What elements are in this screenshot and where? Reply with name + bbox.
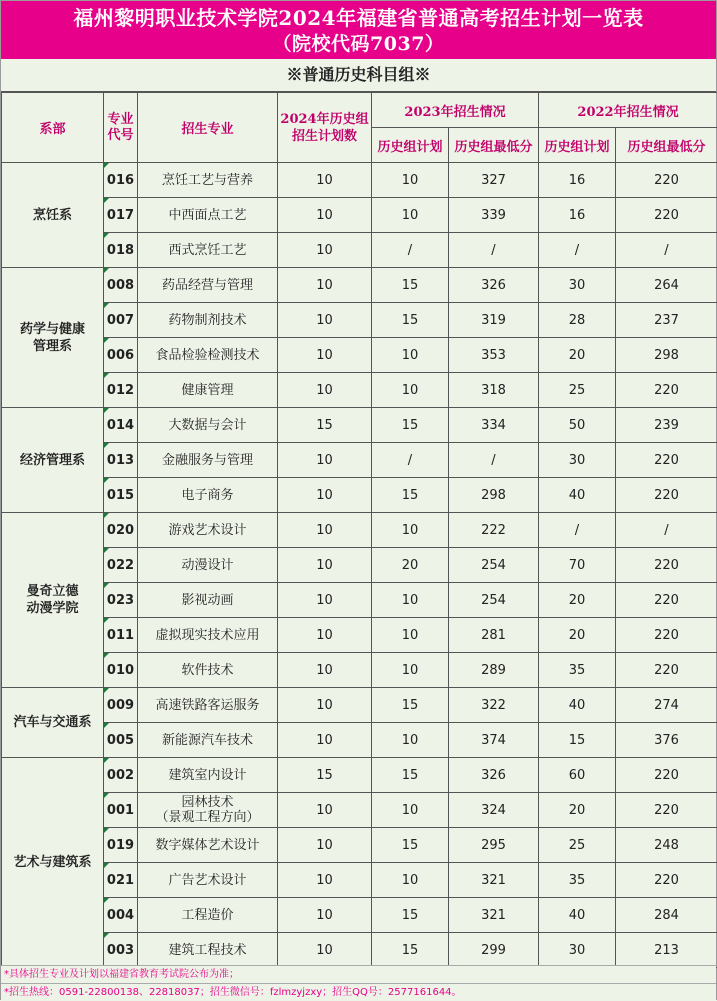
table-row: [2, 268, 717, 303]
major-cell: 烹饪工艺与营养: [138, 163, 278, 198]
plan-2024-cell: 10: [278, 233, 372, 268]
major-cell: 虚拟现实技术应用: [138, 618, 278, 653]
min-score-2023-cell: 374: [449, 723, 539, 758]
min-score-2022-cell: 220: [616, 618, 717, 653]
plan-2022-cell: 35: [539, 653, 616, 688]
min-score-2022-cell: 284: [616, 898, 717, 933]
major-cell: 动漫设计: [138, 548, 278, 583]
min-score-2022-cell: /: [616, 233, 717, 268]
plan-2024-cell: 10: [278, 653, 372, 688]
min-score-2022-cell: 237: [616, 303, 717, 338]
header-code: 专业代号: [104, 93, 138, 163]
plan-2024-cell: 10: [278, 548, 372, 583]
plan-2024-cell: 10: [278, 898, 372, 933]
major-cell: 数字媒体艺术设计: [138, 828, 278, 863]
plan-2023-cell: 15: [372, 828, 449, 863]
major-cell: 工程造价: [138, 898, 278, 933]
plan-2022-cell: 30: [539, 443, 616, 478]
min-score-2023-cell: /: [449, 233, 539, 268]
code-cell: 020: [104, 513, 138, 548]
table-row: [2, 688, 717, 723]
plan-2024-cell: 10: [278, 933, 372, 968]
min-score-2022-cell: 220: [616, 863, 717, 898]
plan-2023-cell: /: [372, 443, 449, 478]
header-2023-plan: 历史组计划: [372, 128, 449, 163]
min-score-2023-cell: 319: [449, 303, 539, 338]
dept-cell: 烹饪系: [2, 163, 104, 268]
major-cell: 食品检验检测技术: [138, 338, 278, 373]
code-cell: 019: [104, 828, 138, 863]
plan-2024-cell: 10: [278, 338, 372, 373]
code-cell: 008: [104, 268, 138, 303]
major-cell: 建筑工程技术: [138, 933, 278, 968]
plan-2024-cell: 10: [278, 303, 372, 338]
min-score-2023-cell: 318: [449, 373, 539, 408]
code-cell: 017: [104, 198, 138, 233]
header-2022: 2022年招生情况: [539, 93, 717, 128]
plan-2023-cell: 10: [372, 373, 449, 408]
min-score-2022-cell: 248: [616, 828, 717, 863]
plan-2022-cell: 20: [539, 793, 616, 828]
major-cell: 药品经营与管理: [138, 268, 278, 303]
table-row: [2, 653, 717, 688]
major-cell: 金融服务与管理: [138, 443, 278, 478]
plan-2024-cell: 10: [278, 268, 372, 303]
code-cell: 001: [104, 793, 138, 828]
plan-2023-cell: 10: [372, 583, 449, 618]
min-score-2022-cell: 298: [616, 338, 717, 373]
code-cell: 022: [104, 548, 138, 583]
min-score-2022-cell: /: [616, 513, 717, 548]
code-cell: 021: [104, 863, 138, 898]
table-row: [2, 303, 717, 338]
min-score-2022-cell: 274: [616, 688, 717, 723]
min-score-2023-cell: 299: [449, 933, 539, 968]
major-cell: 健康管理: [138, 373, 278, 408]
code-cell: 009: [104, 688, 138, 723]
min-score-2022-cell: 220: [616, 163, 717, 198]
plan-2022-cell: 40: [539, 898, 616, 933]
code-cell: 014: [104, 408, 138, 443]
major-cell: 软件技术: [138, 653, 278, 688]
plan-2024-cell: 10: [278, 828, 372, 863]
min-score-2023-cell: 322: [449, 688, 539, 723]
page-title: 福州黎明职业技术学院2024年福建省普通高考招生计划一览表: [1, 1, 716, 31]
code-cell: 007: [104, 303, 138, 338]
plan-2022-cell: 20: [539, 338, 616, 373]
dept-cell: 药学与健康 管理系: [2, 268, 104, 408]
min-score-2022-cell: 220: [616, 443, 717, 478]
table-body: [2, 163, 717, 968]
min-score-2023-cell: 289: [449, 653, 539, 688]
plan-2024-cell: 10: [278, 863, 372, 898]
plan-2022-cell: 25: [539, 828, 616, 863]
plan-2023-cell: 10: [372, 338, 449, 373]
table-row: [2, 478, 717, 513]
plan-2023-cell: /: [372, 233, 449, 268]
plan-2023-cell: 10: [372, 198, 449, 233]
table-row: [2, 548, 717, 583]
major-cell: 西式烹饪工艺: [138, 233, 278, 268]
plan-2023-cell: 10: [372, 723, 449, 758]
table-row: [2, 408, 717, 443]
plan-2022-cell: 30: [539, 268, 616, 303]
min-score-2023-cell: 324: [449, 793, 539, 828]
plan-2023-cell: 15: [372, 478, 449, 513]
plan-2024-cell: 10: [278, 443, 372, 478]
min-score-2023-cell: 327: [449, 163, 539, 198]
table-row: [2, 373, 717, 408]
plan-2023-cell: 10: [372, 513, 449, 548]
plan-2023-cell: 10: [372, 618, 449, 653]
min-score-2022-cell: 220: [616, 198, 717, 233]
table-row: [2, 443, 717, 478]
section-title: ※普通历史科目组※: [1, 59, 716, 92]
plan-2024-cell: 10: [278, 163, 372, 198]
plan-2022-cell: 20: [539, 583, 616, 618]
min-score-2022-cell: 220: [616, 478, 717, 513]
min-score-2023-cell: 254: [449, 548, 539, 583]
plan-2022-cell: 40: [539, 688, 616, 723]
code-cell: 023: [104, 583, 138, 618]
header-2023-min: 历史组最低分: [449, 128, 539, 163]
plan-2023-cell: 10: [372, 653, 449, 688]
table-row: [2, 618, 717, 653]
min-score-2022-cell: 264: [616, 268, 717, 303]
code-cell: 003: [104, 933, 138, 968]
plan-2023-cell: 10: [372, 163, 449, 198]
plan-2023-cell: 20: [372, 548, 449, 583]
code-cell: 005: [104, 723, 138, 758]
header-2023: 2023年招生情况: [372, 93, 539, 128]
min-score-2023-cell: 326: [449, 758, 539, 793]
plan-2024-cell: 10: [278, 793, 372, 828]
code-cell: 011: [104, 618, 138, 653]
plan-2024-cell: 10: [278, 618, 372, 653]
header-major: 招生专业: [138, 93, 278, 163]
min-score-2023-cell: 321: [449, 863, 539, 898]
plan-2022-cell: 40: [539, 478, 616, 513]
major-cell: 园林技术 （景观工程方向）: [138, 793, 278, 828]
table-row: [2, 933, 717, 968]
plan-2023-cell: 15: [372, 933, 449, 968]
footer: [1, 965, 716, 1001]
table-row: [2, 863, 717, 898]
plan-2022-cell: 20: [539, 618, 616, 653]
plan-2022-cell: 25: [539, 373, 616, 408]
min-score-2023-cell: /: [449, 443, 539, 478]
table-row: [2, 898, 717, 933]
min-score-2022-cell: 220: [616, 653, 717, 688]
major-cell: 影视动画: [138, 583, 278, 618]
table-row: [2, 828, 717, 863]
table-row: [2, 758, 717, 793]
plan-table: [1, 92, 717, 968]
code-cell: 018: [104, 233, 138, 268]
title-banner: [1, 1, 716, 59]
major-cell: 游戏艺术设计: [138, 513, 278, 548]
min-score-2022-cell: 220: [616, 758, 717, 793]
min-score-2023-cell: 222: [449, 513, 539, 548]
plan-2022-cell: 15: [539, 723, 616, 758]
table-row: [2, 513, 717, 548]
code-cell: 013: [104, 443, 138, 478]
plan-2022-cell: 60: [539, 758, 616, 793]
dept-cell: 汽车与交通系: [2, 688, 104, 758]
table-row: [2, 723, 717, 758]
major-cell: 新能源汽车技术: [138, 723, 278, 758]
min-score-2023-cell: 326: [449, 268, 539, 303]
school-code-subtitle: （院校代码7037）: [1, 31, 716, 57]
major-cell: 广告艺术设计: [138, 863, 278, 898]
plan-2024-cell: 10: [278, 478, 372, 513]
table-row: [2, 233, 717, 268]
footer-note: *具体招生专业及计划以福建省教育考试院公布为准；: [1, 965, 716, 983]
plan-2023-cell: 15: [372, 688, 449, 723]
min-score-2022-cell: 213: [616, 933, 717, 968]
min-score-2023-cell: 298: [449, 478, 539, 513]
plan-2023-cell: 15: [372, 758, 449, 793]
footer-contact: *招生热线：0591-22800138、22818037；招生微信号：fzlmzyjzxy；招生QQ号：2577161644。: [1, 983, 716, 1001]
plan-2022-cell: 30: [539, 933, 616, 968]
code-cell: 012: [104, 373, 138, 408]
plan-2023-cell: 10: [372, 863, 449, 898]
min-score-2023-cell: 281: [449, 618, 539, 653]
min-score-2023-cell: 353: [449, 338, 539, 373]
plan-2022-cell: /: [539, 513, 616, 548]
plan-2024-cell: 10: [278, 688, 372, 723]
dept-cell: 经济管理系: [2, 408, 104, 513]
table-row: [2, 163, 717, 198]
min-score-2022-cell: 220: [616, 373, 717, 408]
plan-2023-cell: 15: [372, 268, 449, 303]
min-score-2022-cell: 220: [616, 583, 717, 618]
min-score-2023-cell: 321: [449, 898, 539, 933]
min-score-2023-cell: 254: [449, 583, 539, 618]
plan-2024-cell: 15: [278, 758, 372, 793]
table-row: [2, 338, 717, 373]
major-cell: 建筑室内设计: [138, 758, 278, 793]
table-row: [2, 793, 717, 828]
major-cell: 高速铁路客运服务: [138, 688, 278, 723]
code-cell: 010: [104, 653, 138, 688]
code-cell: 002: [104, 758, 138, 793]
plan-2024-cell: 10: [278, 513, 372, 548]
plan-2023-cell: 15: [372, 898, 449, 933]
header-2022-min: 历史组最低分: [616, 128, 717, 163]
plan-2023-cell: 15: [372, 408, 449, 443]
code-cell: 004: [104, 898, 138, 933]
plan-2022-cell: /: [539, 233, 616, 268]
plan-2022-cell: 70: [539, 548, 616, 583]
min-score-2022-cell: 220: [616, 548, 717, 583]
min-score-2022-cell: 220: [616, 793, 717, 828]
header-dept: 系部: [2, 93, 104, 163]
code-cell: 015: [104, 478, 138, 513]
plan-2022-cell: 16: [539, 198, 616, 233]
min-score-2023-cell: 339: [449, 198, 539, 233]
plan-2024-cell: 10: [278, 373, 372, 408]
min-score-2022-cell: 376: [616, 723, 717, 758]
min-score-2023-cell: 295: [449, 828, 539, 863]
plan-2022-cell: 50: [539, 408, 616, 443]
major-cell: 大数据与会计: [138, 408, 278, 443]
plan-2023-cell: 10: [372, 793, 449, 828]
code-cell: 006: [104, 338, 138, 373]
plan-2023-cell: 15: [372, 303, 449, 338]
plan-2024-cell: 15: [278, 408, 372, 443]
min-score-2022-cell: 239: [616, 408, 717, 443]
header-2022-plan: 历史组计划: [539, 128, 616, 163]
plan-2024-cell: 10: [278, 583, 372, 618]
major-cell: 药物制剂技术: [138, 303, 278, 338]
plan-2022-cell: 35: [539, 863, 616, 898]
plan-2024-cell: 10: [278, 198, 372, 233]
plan-2022-cell: 16: [539, 163, 616, 198]
table-row: [2, 198, 717, 233]
dept-cell: 艺术与建筑系: [2, 758, 104, 968]
min-score-2023-cell: 334: [449, 408, 539, 443]
code-cell: 016: [104, 163, 138, 198]
dept-cell: 曼奇立德 动漫学院: [2, 513, 104, 688]
major-cell: 中西面点工艺: [138, 198, 278, 233]
plan-2022-cell: 28: [539, 303, 616, 338]
header-plan-2024: 2024年历史组招生计划数: [278, 93, 372, 163]
plan-2024-cell: 10: [278, 723, 372, 758]
major-cell: 电子商务: [138, 478, 278, 513]
table-row: [2, 583, 717, 618]
